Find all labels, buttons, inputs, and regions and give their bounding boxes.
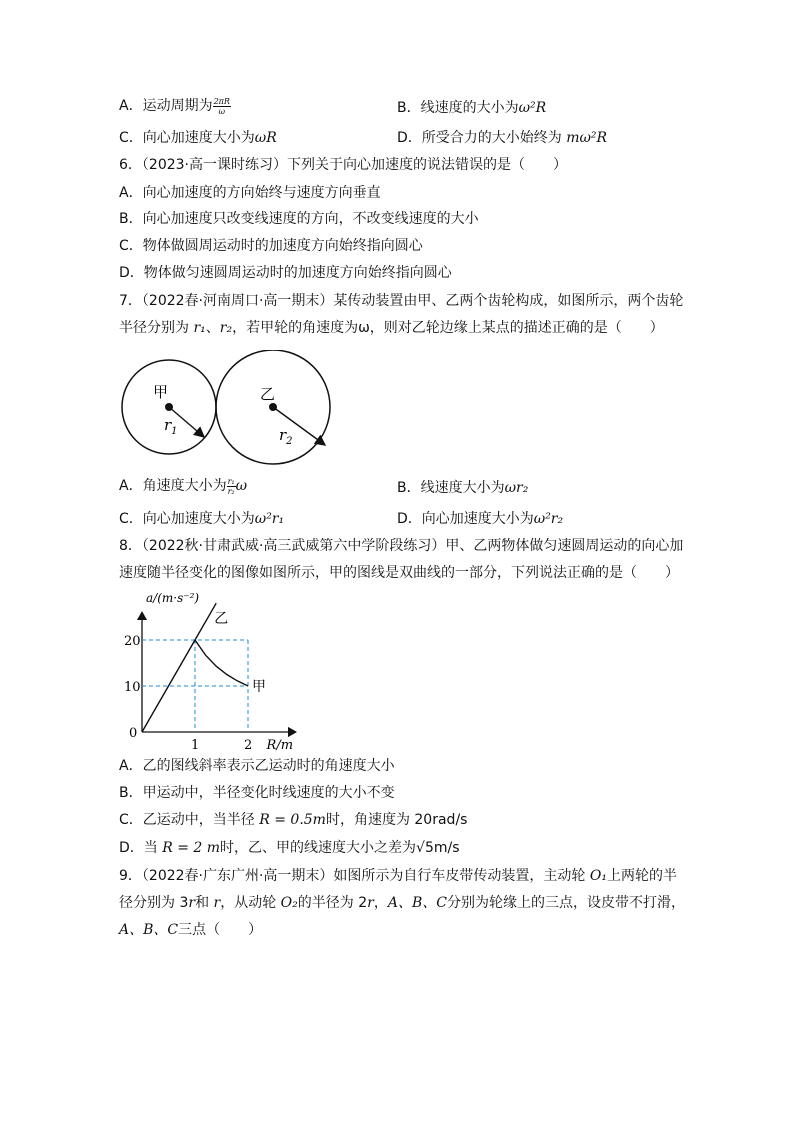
x-tick-label-1: 1 (191, 738, 200, 753)
series-label-yi: 乙 (214, 611, 229, 628)
gear-figure (115, 350, 345, 490)
q6-option-d: D．物体做匀速圆周运动时的加速度方向始终指向圆心 (119, 265, 452, 281)
q9-stem-line3: A、B、C三点（ ） (119, 922, 263, 938)
series-line-yi (142, 603, 216, 732)
q8-stem-line1: 8．（2022秋·甘肃武威·高三武威第六中学阶段练习）甲、乙两物体做匀速圆周运动的向心加 (119, 538, 684, 554)
q7-option-c: C．向心加速度大小为ω²r₁ (119, 511, 285, 527)
q8-option-c: C．乙运动中，当半径 R = 0.5m时，角速度为 20rad/s (119, 812, 468, 828)
origin-label: 0 (129, 726, 138, 741)
x-tick-label-2: 2 (244, 738, 253, 753)
q7-option-d: D．向心加速度大小为ω²r₂ (397, 511, 564, 527)
x-axis-label: R/m (266, 738, 294, 753)
y-tick-label-20: 20 (124, 634, 141, 649)
q7-option-b: B．线速度大小为ωr₂ (397, 480, 529, 496)
q5-option-c: C．向心加速度大小为ωR (119, 130, 277, 146)
q5-option-b: B．线速度的大小为ω²R (397, 100, 547, 116)
q8-stem-line2: 速度随半径变化的图像如图所示，甲的图线是双曲线的一部分，下列说法正确的是（ ） (119, 565, 679, 581)
q5-option-d: D．所受合力的大小始终为 mω²R (397, 130, 608, 146)
q7-stem-line1: 7．（2022春·河南周口·高一期末）某传动装置由甲、乙两个齿轮构成，如图所示，两个齿轮 (119, 293, 684, 309)
q6-stem: 6．（2023·高一课时练习）下列关于向心加速度的说法错误的是（ ） (119, 157, 567, 173)
q8-option-a: A．乙的图线斜率表示乙运动时的角速度大小 (119, 758, 395, 774)
r2-label: $r_2$ (279, 426, 293, 447)
q8-option-b: B．甲运动中，半径变化时线速度的大小不变 (119, 785, 395, 801)
q6-option-c: C．物体做圆周运动时的加速度方向始终指向圆心 (119, 238, 423, 254)
q9-stem-line1: 9．（2022春·广东广州·高一期末）如图所示为自行车皮带传动装置，主动轮 O₁上两轮的半 (119, 868, 677, 884)
series-label-jia: 甲 (252, 679, 266, 695)
q5-option-a-fraction: $\frac{2\pi R}{\omega}$ (213, 96, 230, 116)
acceleration-radius-chart (115, 588, 305, 753)
q5-option-a: A．运动周期为 $\frac{2\pi R}{\omega}$ (119, 96, 230, 116)
y-tick-label-10: 10 (124, 680, 141, 695)
q7-option-a-fraction: $\frac{\text{r₁}}{\text{r₂}}$ (227, 476, 235, 496)
q7-stem-line2: 半径分别为 r₁、r₂，若甲轮的角速度为ω，则对乙轮边缘上某点的描述正确的是（ ） (119, 320, 664, 336)
gear-jia-label: 甲 (153, 383, 169, 401)
q7-option-a: A．角速度大小为 $\frac{\text{r₁}}{\text{r₂}}$ ω (119, 476, 248, 496)
gear-yi-label: 乙 (260, 385, 276, 403)
y-axis-label: a/(m·s⁻²) (146, 591, 200, 605)
r1-label: $r_1$ (164, 416, 178, 437)
q6-option-a: A．向心加速度的方向始终与速度方向垂直 (119, 185, 381, 201)
q8-option-d: D．当 R = 2 m时，乙、甲的线速度大小之差为√5m/s (119, 840, 460, 856)
q9-stem-line2: 径分别为 3r和 r，从动轮 O₂的半径为 2r，A、B、C分别为轮缘上的三点，设皮带不打滑， (119, 895, 685, 911)
q6-option-b: B．向心加速度只改变线速度的方向，不改变线速度的大小 (119, 211, 479, 227)
series-line-jia (195, 640, 248, 686)
